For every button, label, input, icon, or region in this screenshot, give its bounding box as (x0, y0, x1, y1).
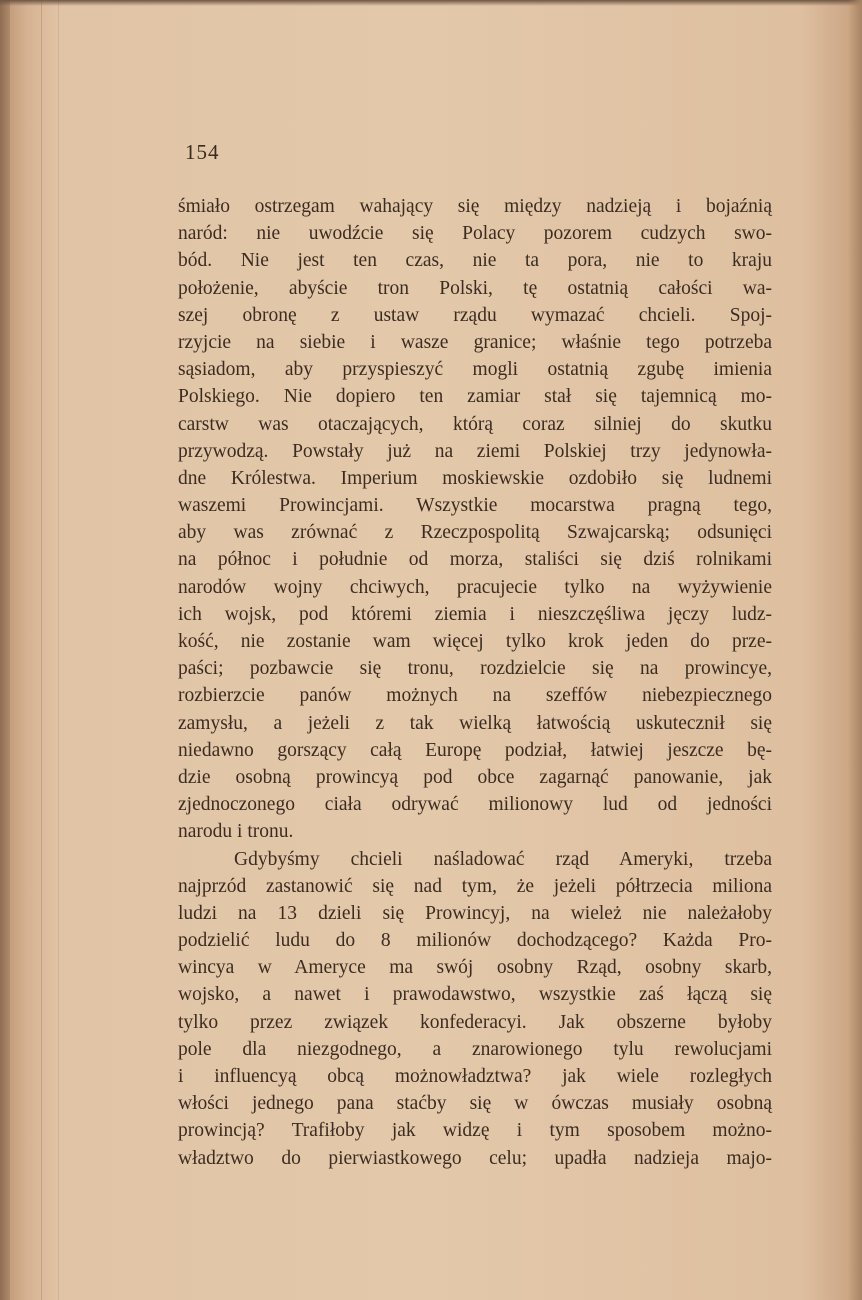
text-line: narodu i tronu. (178, 821, 294, 843)
text-line: wincya w Ameryce ma swój osobny Rząd, osobny skarb, (178, 957, 772, 979)
text-line: dne Królestwa. Imperium moskiewskie ozdobiło się ludnemi (178, 467, 772, 489)
text-line: niedawno gorszący całą Europę podział, łatwiej jeszcze bę- (178, 739, 772, 761)
text-line: włości jednego pana staćby się w ówczas musiały osobną (178, 1093, 772, 1115)
text-line: bód. Nie jest ten czas, nie ta pora, nie to kraju (178, 250, 772, 272)
text-line: ich wojsk, pod któremi ziemia i nieszczęśliwa jęczy ludz- (178, 603, 772, 625)
text-line: tylko przez związek konfederacyi. Jak obszerne byłoby (178, 1011, 772, 1033)
page-right-edge (848, 0, 862, 1300)
text-line: Polskiego. Nie dopiero ten zamiar stał się tajemnicą mo- (178, 386, 772, 408)
text-line: zjednoczonego ciała odrywać milionowy lud od jedności (178, 794, 772, 816)
text-line: sąsiadom, aby przyspieszyć mogli ostatnią zgubę imienia (178, 359, 772, 381)
text-line: rzyjcie na siebie i wasze granice; właśnie tego potrzeba (178, 331, 772, 353)
text-line: władztwo do pierwiastkowego celu; upadła nadzieja majo- (178, 1147, 772, 1169)
text-line: kość, nie zostanie wam więcej tylko krok jeden do prze- (178, 631, 772, 652)
text-line: położenie, abyście tron Polski, tę ostatnią całości wa- (178, 277, 772, 299)
text-line: naród: nie uwodźcie się Polacy pozorem cudzych swo- (178, 223, 772, 245)
text-line: carstw was otaczających, którą coraz silniej do skutku (178, 413, 772, 435)
text-line: ludzi na 13 dzieli się Prowincyj, na wieleż nie należałoby (178, 902, 772, 924)
text-line: i influencyą obcą możnowładztwa? jak wiele rozległych (178, 1066, 772, 1087)
text-line: śmiało ostrzegam wahający się między nadzieją i bojaźnią (178, 196, 772, 217)
text-line: dzie osobną prowincyą pod obce zagarnąć panowanie, jak (178, 766, 772, 788)
text-line: szej obronę z ustaw rządu wymazać chcieli. Spoj- (178, 304, 772, 326)
text-line: waszemi Prowincjami. Wszystkie mocarstwa pragną tego, (178, 495, 772, 517)
text-line: najprzód zastanowić się nad tym, że jeżeli półtrzecia miliona (178, 875, 772, 897)
page-number: 154 (185, 140, 220, 164)
text-line: pole dla niezgodnego, a znarowionego tylu rewolucjami (178, 1038, 772, 1060)
text-line: podzielić ludu do 8 milionów dochodzącego? Każda Pro- (178, 930, 772, 952)
page-top-edge (0, 0, 862, 6)
text-line: przywodzą. Powstały już na ziemi Polskiej trzy jedynowła- (178, 440, 772, 462)
text-line: zamysłu, a jeżeli z tak wielką łatwością uskutecznił się (178, 712, 772, 734)
page-fold-line (41, 0, 42, 1300)
text-line: na północ i południe od morza, staliści się dziś rolnikami (178, 549, 772, 571)
text-line: narodów wojny chciwych, pracujecie tylko na wyżywienie (178, 576, 772, 598)
text-line: paści; pozbawcie się tronu, rozdzielcie się na prowincye, (178, 658, 772, 680)
text-line: Gdybyśmy chcieli naśladować rząd Ameryki, trzeba (234, 848, 772, 870)
text-line: prowincją? Trafiłoby jak widzę i tym sposobem możno- (178, 1120, 772, 1142)
page-binding-edge (0, 0, 10, 1300)
text-line: rozbierzcie panów możnych na szeffów niebezpiecznego (178, 685, 772, 707)
text-line: aby was zrównać z Rzeczpospolitą Szwajcarską; odsunięci (178, 522, 772, 544)
body-text (178, 193, 772, 1172)
text-line: wojsko, a nawet i prawodawstwo, wszystkie zaś łączą się (178, 984, 772, 1006)
page-fold-line-secondary (58, 0, 59, 1300)
